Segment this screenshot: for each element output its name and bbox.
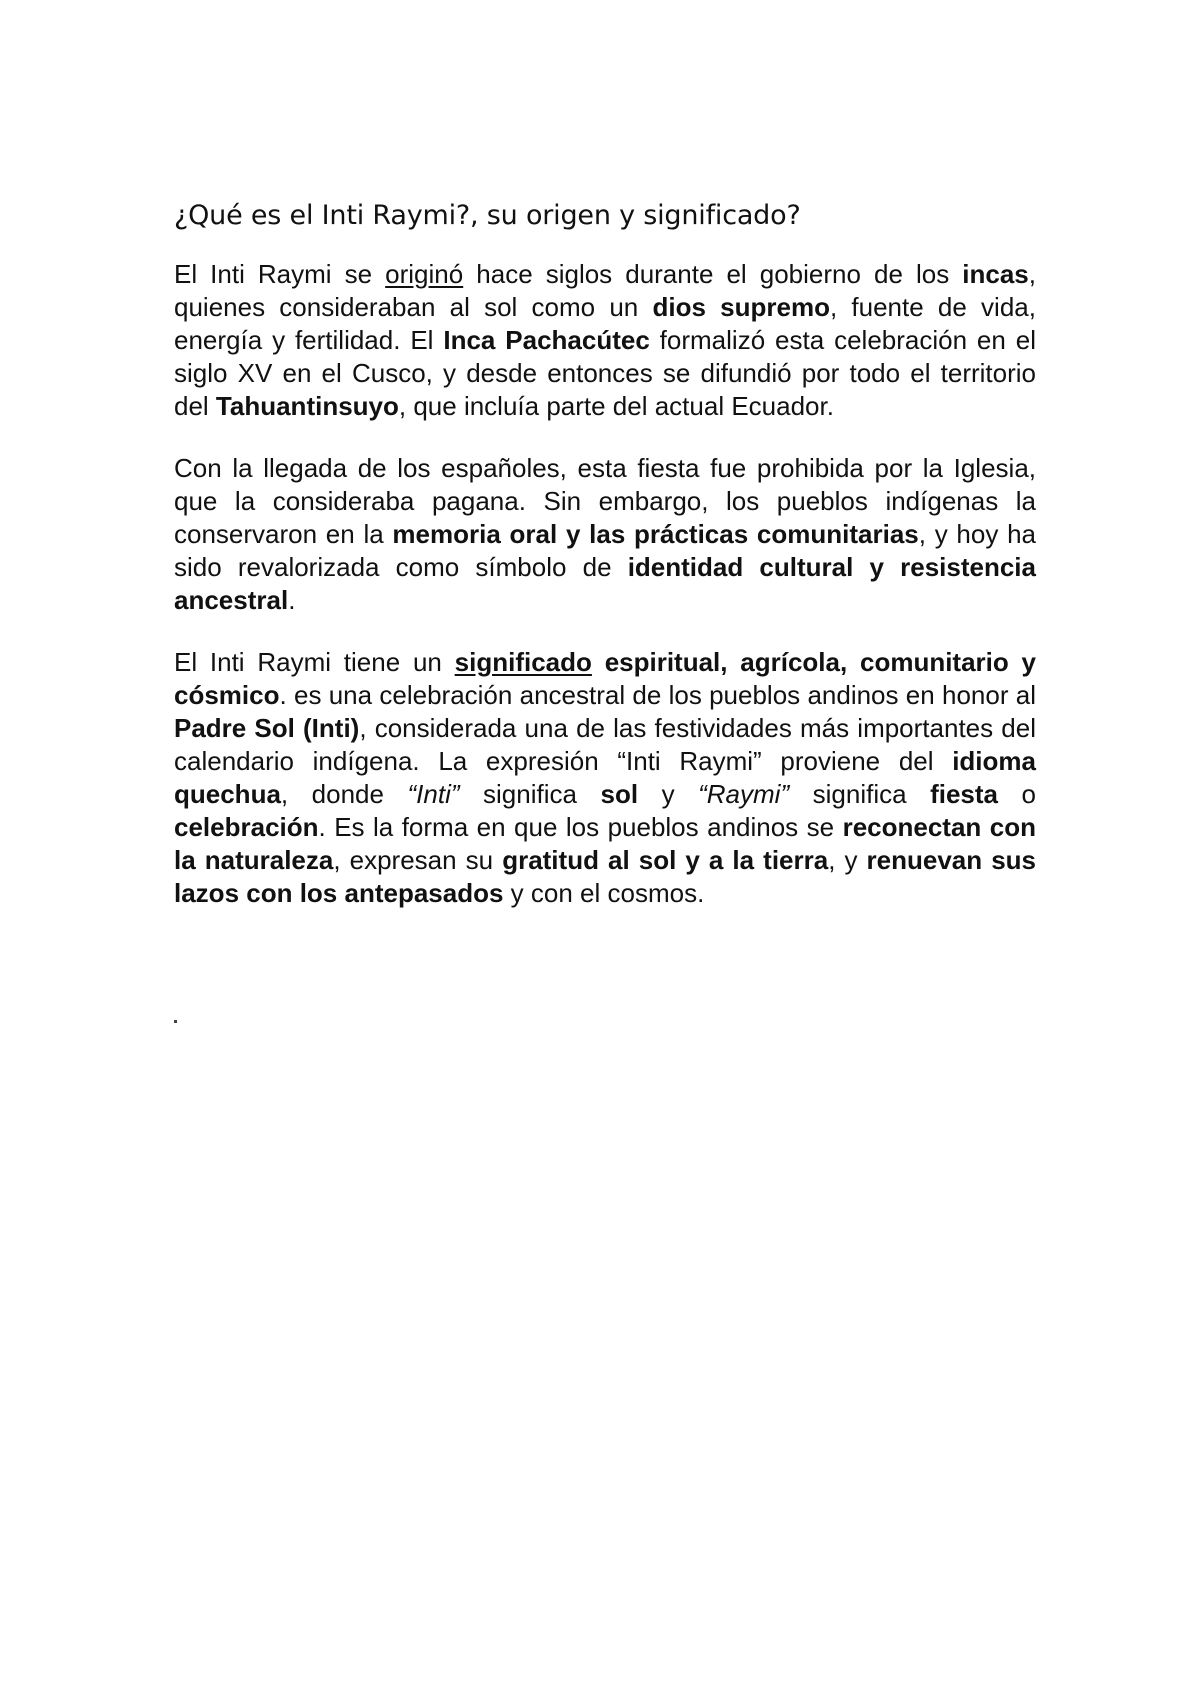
bold-term-inca-pachacutec: Inca Pachacútec — [443, 325, 650, 355]
italic-term-raymi: “Raymi” — [698, 779, 790, 809]
bold-term-fiesta: fiesta — [930, 779, 999, 809]
text-run: , y hoy ha sido revalorizada como símbolo de — [174, 519, 1037, 582]
bold-term-gratitud: gratitud al sol y a la tierra — [502, 845, 829, 875]
text-run: , donde — [280, 779, 408, 809]
bold-term-padre-sol: Padre Sol (Inti) — [174, 713, 360, 743]
bold-term-reconectan: reconectan con la naturaleza — [174, 812, 1036, 875]
bold-term-idioma-quechua: idioma quechua — [174, 746, 1036, 809]
document-title: ¿Qué es el Inti Raymi?, su origen y significado? — [174, 200, 801, 231]
bold-term-dios-supremo: dios supremo — [652, 292, 830, 322]
paragraph-history — [174, 452, 1036, 617]
italic-term-inti: “Inti” — [407, 779, 460, 809]
text-run: , y — [828, 845, 867, 875]
text-run: , quienes consideraban al sol como un — [174, 259, 1036, 322]
text-run: , considerada una de las festividades más importantes del calendario indígena. La expresión “Inti Raymi” proviene del — [174, 713, 1036, 776]
text-run: . — [288, 585, 296, 615]
text-run — [592, 647, 605, 677]
text-run: , expresan su — [333, 845, 503, 875]
text-run: y — [638, 779, 699, 809]
paragraph-origin — [174, 258, 1036, 423]
stray-dot-mark — [174, 1020, 177, 1023]
underlined-term-significado: significado — [454, 647, 592, 677]
text-run: , que incluía parte del actual Ecuador. — [398, 391, 834, 421]
bold-term-tahuantinsuyo: Tahuantinsuyo — [215, 391, 399, 421]
text-run: . Es la forma en que los pueblos andinos se — [318, 812, 843, 842]
bold-term-renuevan: renuevan sus lazos con los antepasados — [174, 845, 1037, 908]
text-run: significa — [459, 779, 601, 809]
bold-term-espiritual: espiritual, agrícola, comunitario y cósmico — [174, 647, 1037, 710]
bold-term-memoria-oral: memoria oral y las prácticas comunitarias — [392, 519, 919, 549]
bold-term-identidad-cultural: identidad cultural y resistencia ancestral — [174, 552, 1036, 615]
text-run: . es una celebración ancestral de los pueblos andinos en honor al — [279, 680, 1036, 710]
bold-term-celebracion: celebración — [174, 812, 319, 842]
text-run: El Inti Raymi se — [174, 259, 386, 289]
bold-term-incas: incas — [962, 259, 1029, 289]
bold-term-sol: sol — [600, 779, 639, 809]
text-run: El Inti Raymi tiene un — [174, 647, 455, 677]
text-run: formalizó esta celebración en el siglo XV en el Cusco, y desde entonces se difundió por todo el territorio del — [174, 325, 1036, 421]
text-run: Con la llegada de los españoles, esta fiesta fue prohibida por la Iglesia, que la consideraba pagana. Sin embargo, los pueblos indígenas la conservaron en la — [174, 453, 1036, 549]
text-run: y con el cosmos. — [503, 878, 705, 908]
document-body — [174, 196, 1036, 939]
text-run: hace siglos durante el gobierno de los — [463, 259, 963, 289]
underlined-term-origino: originó — [385, 259, 464, 289]
text-run: , fuente de vida, energía y fertilidad. El — [174, 292, 1036, 355]
text-run: o — [998, 779, 1036, 809]
text-run: significa — [789, 779, 931, 809]
paragraph-meaning — [174, 646, 1036, 910]
